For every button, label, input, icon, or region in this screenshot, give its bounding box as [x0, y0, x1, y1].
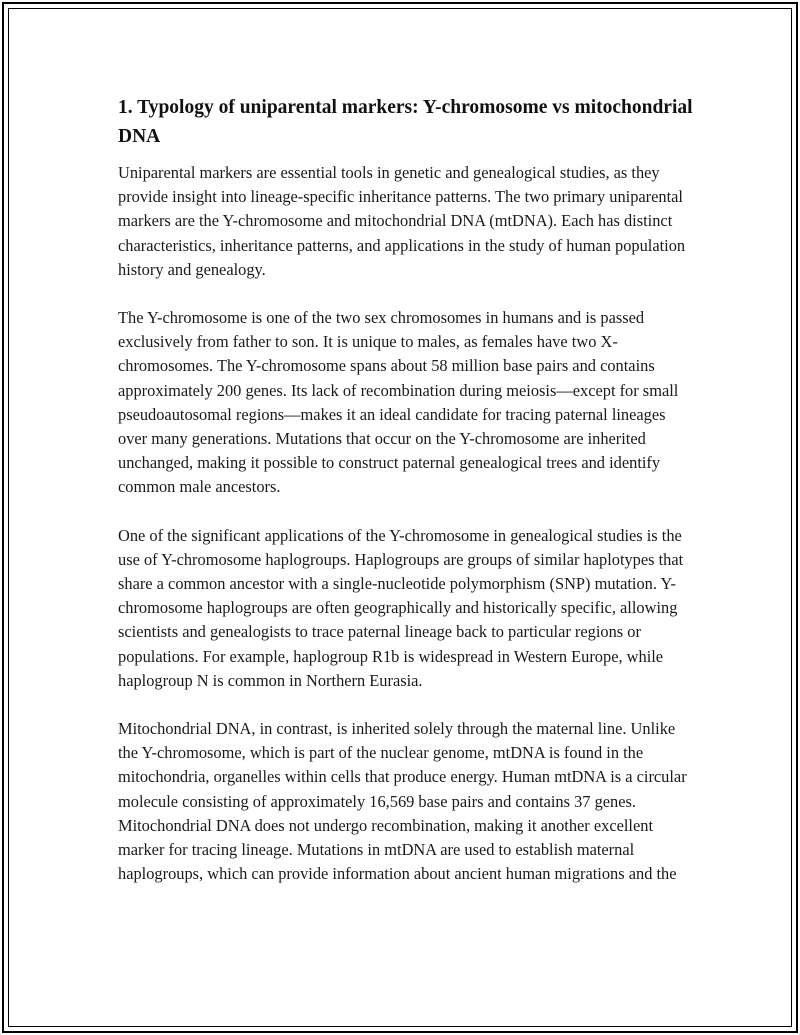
document-body	[118, 93, 693, 910]
paragraph-haplogroups: One of the significant applications of the Y-chromosome in genealogical studies is the use of Y-chromosome haplogroups. Haplogroups are groups of similar haplotypes that share a common ancestor with a single-nucleotide polymorphism (SNP) mutation. Y-chromosome haplogroups are often geographically and historically specific, allowing scientists and genealogists to trace paternal lineage back to particular regions or populations. For example, haplogroup R1b is widespread in Western Europe, while haplogroup N is common in Northern Eurasia.	[118, 525, 684, 690]
paragraph-intro: Uniparental markers are essential tools in genetic and genealogical studies, as they provide insight into lineage-specific inheritance patterns. The two primary uniparental markers are the Y-chromosome and mitochondrial DNA (mtDNA). Each has distinct characteristics, inheritance patterns, and applications in the study of human population history and genealogy.	[118, 163, 686, 279]
section-heading: 1. Typology of uniparental markers: Y-chromosome vs mitochondrial DNA	[118, 97, 693, 147]
paragraph-y-chromosome: The Y-chromosome is one of the two sex chromosomes in humans and is passed exclusively from father to son. It is unique to males, as females have two X-chromosomes. The Y-chromosome spans about 58 million base pairs and contains approximately 200 genes. Its lack of recombination during meiosis—except for small pseudoautosomal regions—makes it an ideal candidate for tracing paternal lineages over many generations. Mutations that occur on the Y-chromosome are inherited unchanged, making it possible to construct paternal genealogical trees and identify common male ancestors.	[118, 308, 679, 497]
paragraph-mitochondrial-dna: Mitochondrial DNA, in contrast, is inherited solely through the maternal line. Unlike the Y-chromosome, which is part of the nuclear genome, mtDNA is found in the mitochondria, organelles within cells that produce energy. Human mtDNA is a circular molecule consisting of approximately 16,569 base pairs and contains 37 genes. Mitochondrial DNA does not undergo recombination, making it another excellent marker for tracing lineage. Mutations in mtDNA are used to establish maternal haplogroups, which can provide information about ancient human migrations and the	[118, 719, 687, 884]
